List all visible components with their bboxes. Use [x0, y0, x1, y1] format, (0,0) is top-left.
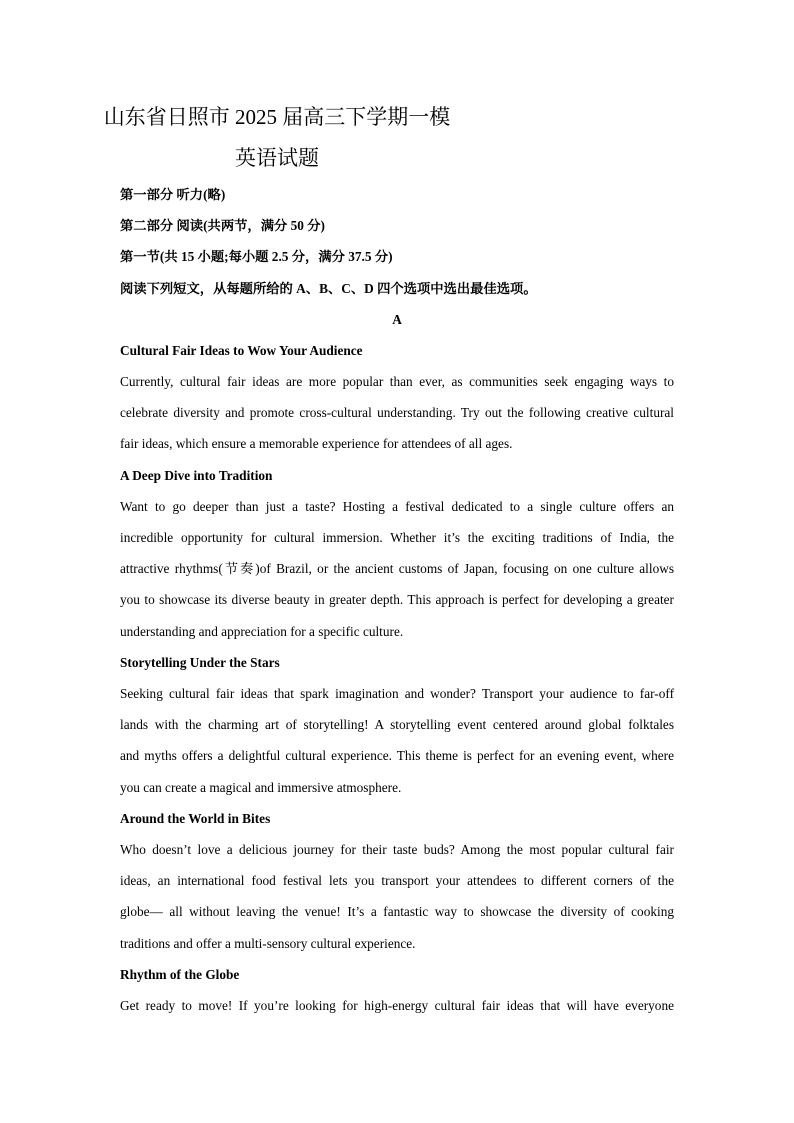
- paragraph-line: and myths offers a delightful cultural experience. This theme is perfect for an evening event, where: [120, 748, 674, 763]
- paragraph-line: incredible opportunity for cultural immersion. Whether it’s the exciting traditions of India, the: [120, 530, 674, 545]
- paragraph-line: Seeking cultural fair ideas that spark imagination and wonder? Transport your audience to far-off: [120, 686, 674, 701]
- section-one-heading: 第一节(共 15 小题;每小题 2.5 分，满分 37.5 分): [120, 249, 393, 264]
- passage-title: Cultural Fair Ideas to Wow Your Audience: [120, 343, 363, 358]
- paragraph-line: understanding and appreciation for a specific culture.: [120, 624, 404, 639]
- page-subtitle: 英语试题: [235, 146, 319, 170]
- section-heading: Rhythm of the Globe: [120, 967, 240, 982]
- intro-line: Currently, cultural fair ideas are more popular than ever, as communities seek engaging ways to: [120, 374, 674, 389]
- part-two-heading: 第二部分 阅读(共两节，满分 50 分): [120, 218, 325, 233]
- page-title: 山东省日照市 2025 届高三下学期一模: [103, 105, 451, 129]
- section-heading: Around the World in Bites: [120, 811, 271, 826]
- paragraph-line: you can create a magical and immersive atmosphere.: [120, 780, 402, 795]
- document-body: [120, 0, 674, 1123]
- paragraph-line: traditions and offer a multi-sensory cultural experience.: [120, 936, 416, 951]
- intro-line: fair ideas, which ensure a memorable experience for attendees of all ages.: [120, 436, 513, 451]
- instruction-text: 阅读下列短文，从每题所给的 A、B、C、D 四个选项中选出最佳选项。: [120, 281, 537, 296]
- paragraph-line: attractive rhythms(节奏)of Brazil, or the ancient customs of Japan, focusing on one culture allows: [120, 561, 674, 576]
- passage-label: A: [392, 312, 402, 327]
- paragraph-line: globe— all without leaving the venue! It’s a fantastic way to showcase the diversity of cooking: [120, 904, 674, 919]
- paragraph-line: Who doesn’t love a delicious journey for their taste buds? Among the most popular cultural fair: [120, 842, 674, 857]
- paragraph-line: you to showcase its diverse beauty in greater depth. This approach is perfect for developing a greater: [120, 592, 674, 607]
- paragraph-line: Want to go deeper than just a taste? Hosting a festival dedicated to a single culture offers an: [120, 499, 674, 514]
- section-heading: A Deep Dive into Tradition: [120, 468, 273, 483]
- section-heading: Storytelling Under the Stars: [120, 655, 280, 670]
- part-one-heading: 第一部分 听力(略): [120, 187, 226, 202]
- paragraph-line: Get ready to move! If you’re looking for high-energy cultural fair ideas that will have everyone: [120, 998, 674, 1013]
- paragraph-line: lands with the charming art of storytelling! A storytelling event centered around global folktales: [120, 717, 674, 732]
- paragraph-line: ideas, an international food festival lets you transport your attendees to different corners of the: [120, 873, 674, 888]
- intro-line: celebrate diversity and promote cross-cultural understanding. Try out the following creative cultural: [120, 405, 674, 420]
